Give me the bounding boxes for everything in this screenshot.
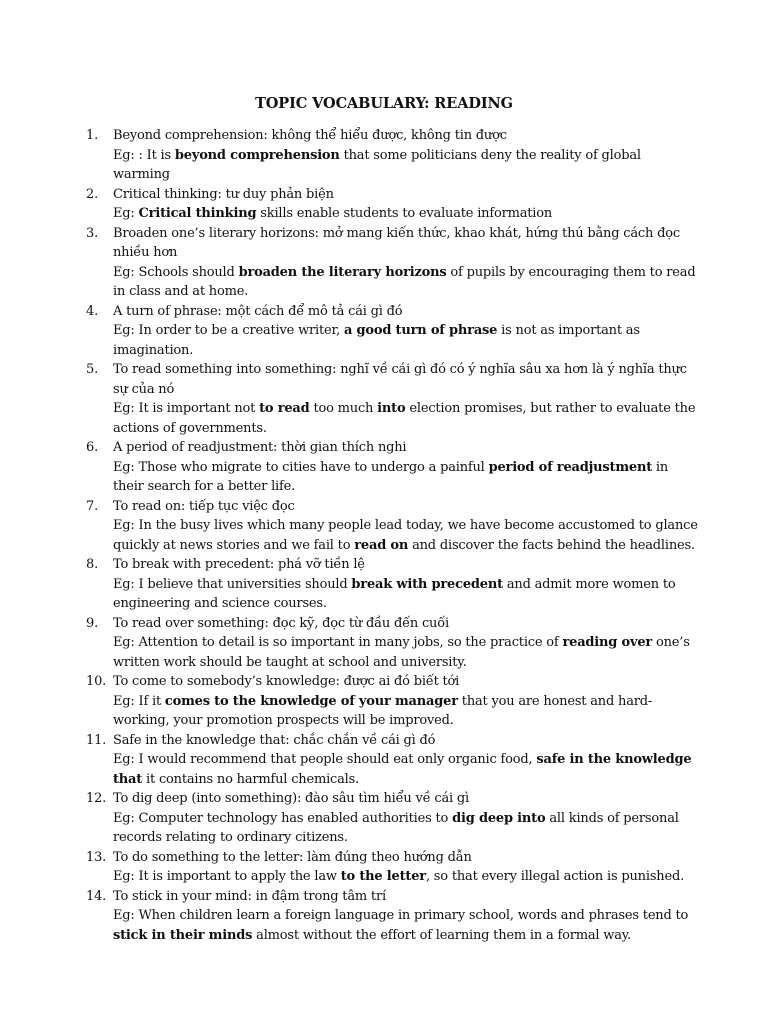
item-number: 14. bbox=[86, 888, 107, 904]
highlighted-phrase: beyond comprehension bbox=[174, 147, 340, 163]
item-number: 3. bbox=[86, 225, 99, 241]
vocabulary-list bbox=[86, 126, 698, 945]
vocab-item bbox=[86, 672, 698, 731]
vocab-item bbox=[86, 302, 698, 361]
highlighted-phrase: to the letter bbox=[340, 869, 426, 884]
vocab-item bbox=[86, 789, 698, 848]
vocab-item bbox=[86, 126, 698, 185]
highlighted-phrase: reading over bbox=[562, 635, 653, 650]
item-number: 8. bbox=[86, 557, 99, 572]
highlighted-phrase: broaden the literary horizons bbox=[238, 264, 447, 280]
example-sentence: Eg: When children learn a foreign language in primary school, words and phrases tend to stick in their minds almost without the effort of learning them in a formal way. bbox=[113, 908, 689, 943]
highlighted-phrase: stick in their minds bbox=[113, 927, 253, 943]
example-sentence: Eg: Computer technology has enabled authorities to dig deep into all kinds of personal records relating to ordinary citizens. bbox=[113, 810, 679, 845]
highlighted-phrase: to read bbox=[259, 401, 310, 416]
item-number: 10. bbox=[86, 674, 107, 689]
vocab-item bbox=[86, 497, 698, 556]
highlighted-phrase: read on bbox=[354, 537, 409, 553]
highlighted-phrase: period of readjustment bbox=[488, 459, 652, 475]
vocab-term: A turn of phrase: một cách để mô tả cái gì đó bbox=[113, 303, 403, 319]
example-sentence: Eg: It is important to apply the law to the letter, so that every illegal action is punished. bbox=[113, 869, 685, 884]
example-sentence: Eg: : It is beyond comprehension that some politicians deny the reality of global warming bbox=[113, 147, 641, 182]
example-sentence: Eg: Critical thinking skills enable students to evaluate information bbox=[113, 206, 553, 221]
vocab-item bbox=[86, 438, 698, 497]
highlighted-phrase: into bbox=[377, 401, 406, 416]
vocab-item bbox=[86, 614, 698, 673]
vocab-term: To read something into something: nghĩ về cái gì đó có ý nghĩa sâu xa hơn là ý nghĩa thực sự của nó bbox=[113, 362, 687, 397]
example-sentence: Eg: Attention to detail is so important in many jobs, so the practice of reading over one’s written work should be taught at school and university. bbox=[113, 635, 690, 670]
vocab-item bbox=[86, 731, 698, 790]
example-sentence: Eg: In order to be a creative writer, a good turn of phrase is not as important as imagination. bbox=[113, 323, 640, 358]
vocab-term: A period of readjustment: thời gian thích nghi bbox=[113, 440, 407, 455]
vocab-term: To stick in your mind: in đậm trong tâm trí bbox=[113, 888, 386, 904]
item-number: 9. bbox=[86, 615, 99, 631]
vocab-term: To come to somebody’s knowledge: được ai đó biết tới bbox=[113, 674, 460, 689]
highlighted-phrase: Critical thinking bbox=[138, 206, 257, 221]
example-sentence: Eg: I believe that universities should break with precedent and admit more women to engineering and science courses. bbox=[113, 576, 676, 611]
vocab-term: To dig deep (into something): đào sâu tìm hiểu về cái gì bbox=[113, 791, 469, 806]
vocab-term: To break with precedent: phá vỡ tiền lệ bbox=[113, 557, 365, 572]
example-sentence: Eg: It is important not to read too much into election promises, but rather to evaluate the actions of governments. bbox=[113, 401, 696, 436]
vocab-term: To read on: tiếp tục việc đọc bbox=[113, 498, 295, 514]
vocab-term: Broaden one’s literary horizons: mở mang kiến thức, khao khát, hứng thú bằng cách đọc nhiều hơn bbox=[113, 225, 680, 260]
example-sentence: Eg: Those who migrate to cities have to undergo a painful period of readjustment in their search for a better life. bbox=[113, 459, 669, 494]
example-sentence: Eg: If it comes to the knowledge of your manager that you are honest and hard-working, your promotion prospects will be improved. bbox=[113, 693, 653, 728]
item-number: 5. bbox=[86, 362, 99, 377]
item-number: 6. bbox=[86, 440, 99, 455]
document-title: TOPIC VOCABULARY: READING bbox=[255, 95, 513, 112]
vocab-term: Safe in the knowledge that: chắc chắn về cái gì đó bbox=[113, 732, 436, 748]
item-number: 11. bbox=[86, 732, 107, 748]
item-number: 7. bbox=[86, 498, 99, 514]
item-number: 12. bbox=[86, 791, 107, 806]
vocab-term: Critical thinking: tư duy phản biện bbox=[113, 186, 334, 202]
example-sentence: Eg: In the busy lives which many people lead today, we have become accustomed to glance quickly at news stories and we fail to read on and discover the facts behind the headlines. bbox=[113, 518, 698, 553]
highlighted-phrase: a good turn of phrase bbox=[343, 323, 498, 338]
highlighted-phrase: comes to the knowledge of your manager bbox=[164, 693, 458, 709]
vocab-item bbox=[86, 848, 698, 887]
vocab-item bbox=[86, 555, 698, 614]
item-number: 2. bbox=[86, 186, 99, 202]
vocab-term: To read over something: đọc kỹ, đọc từ đầu đến cuối bbox=[113, 615, 449, 631]
vocab-item bbox=[86, 360, 698, 438]
highlighted-phrase: safe in the knowledge that bbox=[113, 752, 692, 787]
vocab-term: To do something to the letter: làm đúng theo hướng dẫn bbox=[113, 849, 472, 865]
highlighted-phrase: break with precedent bbox=[351, 576, 503, 592]
vocab-term: Beyond comprehension: không thể hiểu được, không tin được bbox=[113, 128, 507, 143]
example-sentence: Eg: Schools should broaden the literary horizons of pupils by encouraging them to read in class and at home. bbox=[113, 264, 696, 299]
item-number: 13. bbox=[86, 849, 107, 865]
vocab-item bbox=[86, 887, 698, 946]
example-sentence: Eg: I would recommend that people should eat only organic food, safe in the knowledge that it contains no harmful chemicals. bbox=[113, 752, 692, 787]
vocab-item bbox=[86, 185, 698, 224]
item-number: 4. bbox=[86, 303, 99, 319]
highlighted-phrase: dig deep into bbox=[452, 810, 546, 826]
item-number: 1. bbox=[86, 128, 99, 143]
vocab-item bbox=[86, 224, 698, 302]
